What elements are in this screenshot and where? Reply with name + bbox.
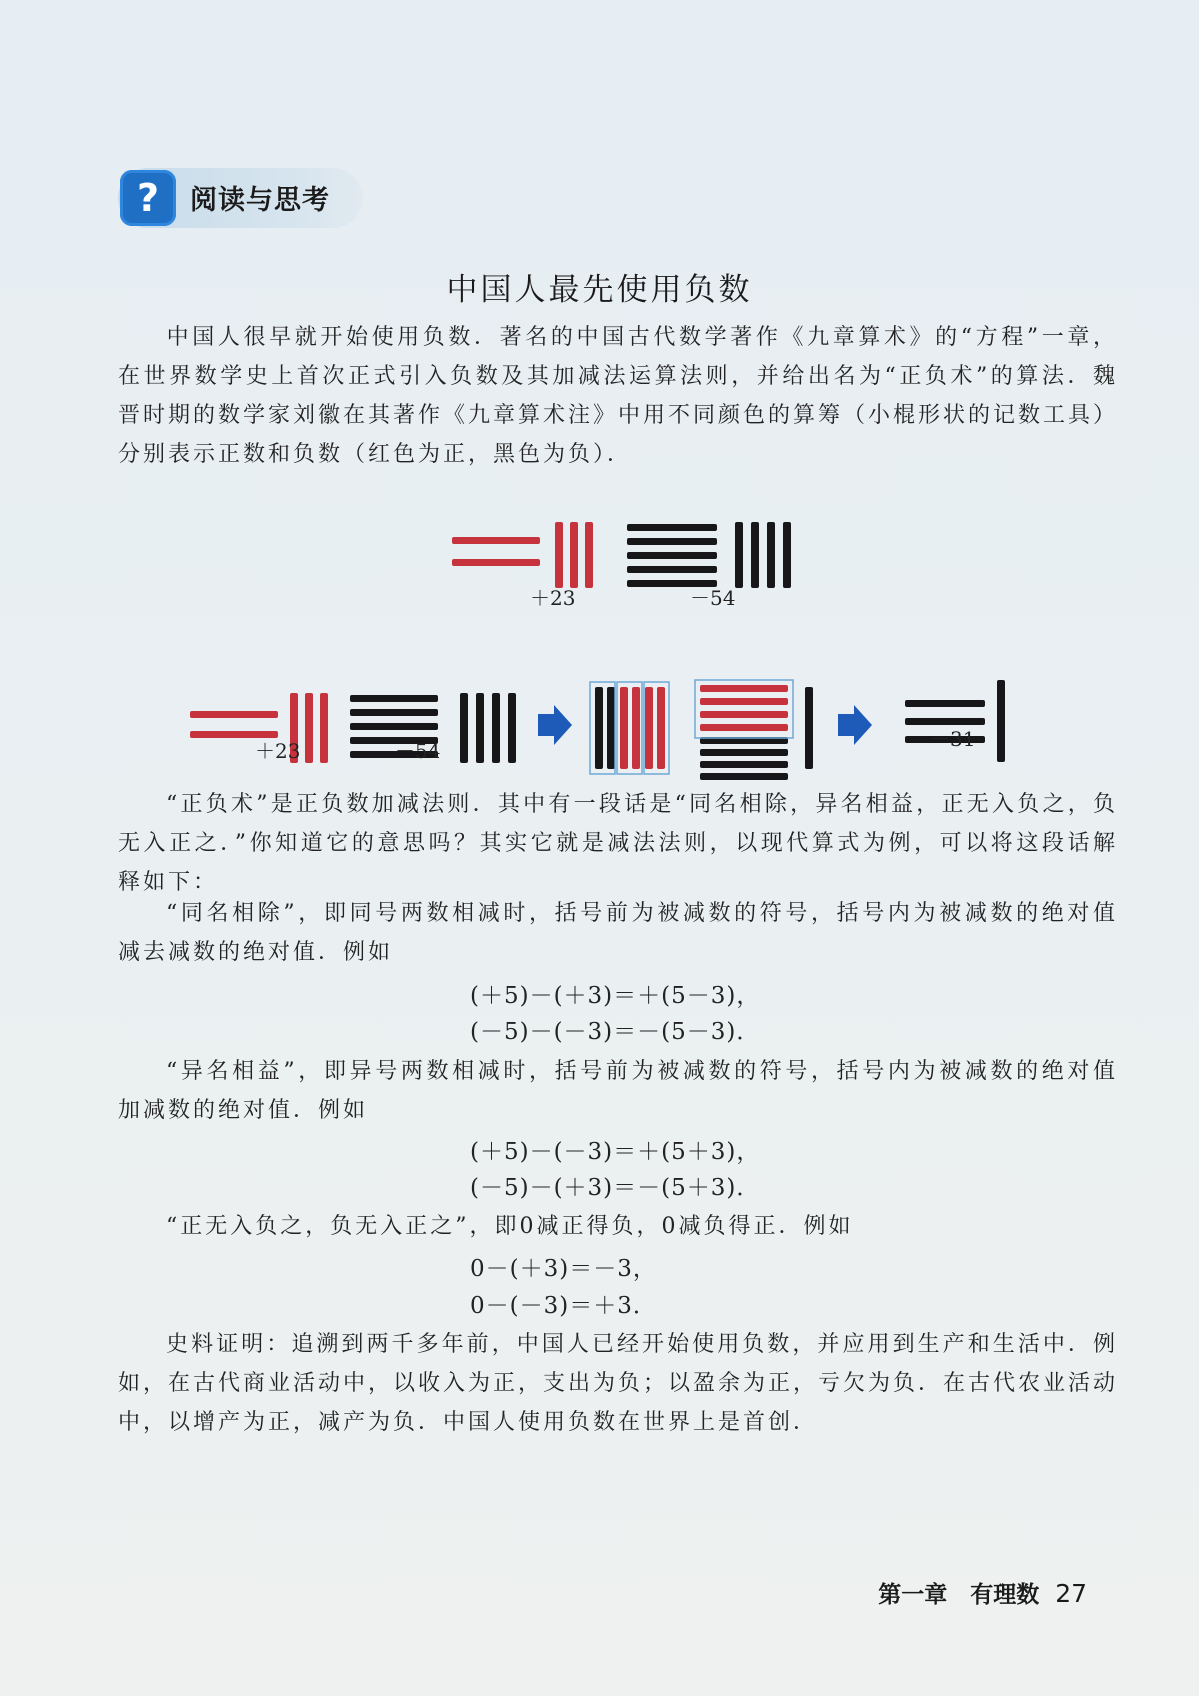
vertical-rod [620,687,628,769]
vertical-rod [595,687,603,769]
horizontal-rod [627,566,717,573]
page-number: 27 [1055,1579,1087,1608]
vertical-rod [657,687,665,769]
horizontal-rod [700,711,788,718]
intro-text: 中国人很早就开始使用负数．著名的中国古代数学著作《九章算术》的“方程”一章，在世界数学史上首次正式引入负数及其加减法运算法则，并给出名为“正负术”的算法．魏晋时期的数学家刘徽在其著作《九章算术注》中用不同颜色的算筹（小棍形状的记数工具）分别表示正数和负数（红色为正，黑色为负）． [118,325,1119,467]
paragraph-yiming [118,1052,1118,1130]
formula-1a: (＋5)－(＋3)＝＋(5－3)， [470,983,761,1009]
horizontal-rod [700,698,788,705]
horizontal-rod [627,524,717,531]
page-footer [878,1576,1087,1609]
paragraph-zhengwu-text: “正无入负之，负无入正之”，即0减正得负，0减负得正．例如 [166,1214,854,1239]
horizontal-rod [452,559,540,566]
page-title: 中国人最先使用负数 [446,272,753,308]
vertical-rod [508,693,516,763]
counting-rods-figure [0,0,1199,800]
horizontal-rod [700,724,788,731]
vertical-rod [555,522,563,588]
horizontal-rod [700,773,788,780]
horizontal-rod [627,538,717,545]
horizontal-rod [700,685,788,692]
vertical-rod [607,687,615,769]
label-bottom-plus23: ＋23 [255,739,301,763]
horizontal-rod [452,537,540,544]
horizontal-rod [350,709,438,716]
formula-2b: (－5)－(＋3)＝－(5＋3)． [470,1175,761,1201]
vertical-rod [320,693,328,763]
right-arrow-icon [838,705,872,745]
horizontal-rod [350,723,438,730]
vertical-rod [476,693,484,763]
vertical-rod [767,522,775,588]
formula-1b: (－5)－(－3)＝－(5－3)． [470,1019,761,1045]
horizontal-rod [700,761,788,768]
vertical-rod [570,522,578,588]
vertical-rod [585,522,593,588]
formula-3b: 0－(－3)＝＋3． [470,1293,657,1319]
paragraph-history-text: 史料证明：追溯到两千多年前，中国人已经开始使用负数，并应用到生产和生活中．例如，在古代商业活动中，以收入为正，支出为负；以盈余为正，亏欠为负．在古代农业活动中，以增产为正，减产为负．中国人使用负数在世界上是首创． [118,1332,1119,1435]
formula-3a: 0－(＋3)＝－3， [470,1256,657,1282]
horizontal-rod [700,749,788,756]
chapter-label: 第一章 有理数 [878,1582,1040,1608]
paragraph-tongming-text: “同名相除”，即同号两数相减时，括号前为被减数的符号，括号内为被减数的绝对值减去减数的绝对值．例如 [118,901,1118,965]
vertical-rod [805,687,813,769]
vertical-rod [492,693,500,763]
label-top-minus54: －54 [690,586,736,610]
paragraph-history [118,1325,1118,1442]
horizontal-rod [905,700,985,707]
right-arrow-icon [538,705,572,745]
horizontal-rod [190,711,278,718]
paragraph-yiming-text: “异名相益”，即异号两数相减时，括号前为被减数的符号，括号内为被减数的绝对值加减数的绝对值．例如 [118,1059,1118,1123]
vertical-rod [645,687,653,769]
vertical-rod [460,693,468,763]
horizontal-rod [350,695,438,702]
section-badge-label: 阅读与思考 [190,185,330,216]
vertical-rod [632,687,640,769]
vertical-rod [305,693,313,763]
vertical-rod [735,522,743,588]
horizontal-rod [627,552,717,559]
formula-2a: (＋5)－(－3)＝＋(5＋3)， [470,1139,761,1165]
vertical-rod [751,522,759,588]
paragraph-zhengfushu [118,785,1118,902]
vertical-rod [997,680,1005,762]
label-top-plus23: ＋23 [530,586,576,610]
label-bottom-minus54: －54 [395,739,441,763]
question-icon: ? [120,170,176,226]
paragraph-zhengfushu-text: “正负术”是正负数加减法则．其中有一段话是“同名相除，异名相益，正无入负之，负无入正之．”你知道它的意思吗？其实它就是减法法则，以现代算式为例，可以将这段话解释如下： [118,792,1119,895]
label-bottom-minus31: －31 [930,727,976,751]
vertical-rod [783,522,791,588]
paragraph-zhengwu [118,1207,1118,1246]
paragraph-tongming [118,894,1118,972]
